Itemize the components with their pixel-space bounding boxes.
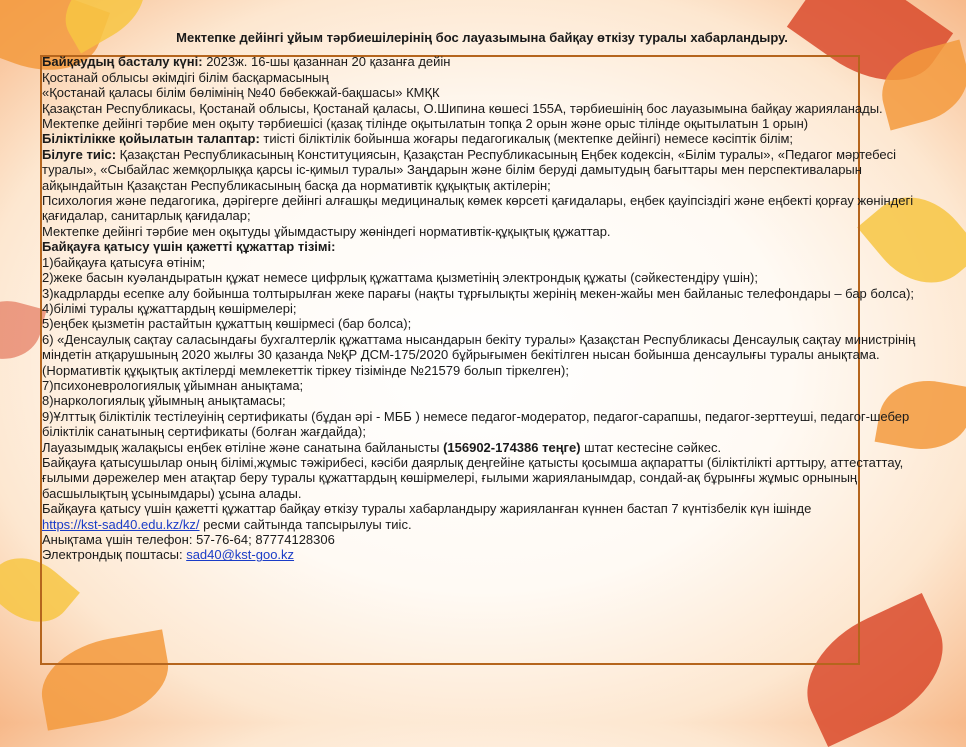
- line-heading: Біліктілікке қойылатын талаптар:: [42, 131, 260, 147]
- announcement-line: [42, 409, 922, 440]
- announcement-line: [42, 255, 922, 270]
- line-text: Мектепке дейінгі тәрбие мен оқытуды ұйымдастыру жөніндегі нормативтік-құқықтық құжаттар.: [42, 223, 611, 239]
- line-text: 8)наркологиялық ұйымның анықтамасы;: [42, 393, 286, 409]
- site-suffix: ресми сайтында тапсырылуы тиіс.: [199, 516, 412, 532]
- line-text: 2)жеке басын куәландыратын құжат немесе цифрлық құжаттама қызметінің электрондық құжаты (сәйкестендіру үшін);: [42, 270, 758, 286]
- salary-text: Лауазымдық жалақысы еңбек өтіліне және санатына байланысты: [42, 439, 444, 455]
- salary-range: (156902-174386 теңге): [443, 439, 581, 455]
- line-text: 2023ж. 16-шы қазаннан 20 қазанға дейін: [202, 54, 451, 70]
- line-text: 9)Ұлттық біліктілік тестілеуінің сертификаты (бұдан әрі - МББ ) немесе педагог-модератор, педагог-сарапшы, педагог-зерттеуші, педагог-шебер біліктілік санатының сертификаты (болған жағдайда);: [42, 408, 910, 440]
- line-text: 6) «Денсаулық сақтау саласындағы бухгалтерлік құжаттама нысандарын бекіту туралы» Қазақстан Республикасы Денсаулық сақтау министрінің міндетін атқарушының 2020 жылғы 30 қазанда №ҚР ДСМ-175/2020 бұйрығымен бекітілген нысан бойынша денсаулығы туралы анықтама. (Нормативтік құқықтық актілерді мемлекеттік тіркеу тізімінде №21579 болып тіркелген);: [42, 331, 916, 378]
- announcement-line: [42, 270, 922, 285]
- email-line: [42, 547, 922, 562]
- announcement-line: [42, 286, 922, 301]
- email-label: Электрондық поштасы:: [42, 547, 187, 563]
- extra-info: Байқауға қатысушылар оның білімі,жұмыс тәжірибесі, кәсіби даярлық деңгейіне қатысты қосымша ақпаратты (біліктілікті арттыру, аттестаттау, ғылыми дәрежелер мен атақтар беру туралы құжаттардың көшірмелері, ғылыми жарияланымдар, сондай-ақ бұрынғы жұмыс орнының басшылықтың ұсынымдары) ұсына алады.: [42, 454, 904, 501]
- line-text: Мектепке дейінгі тәрбие мен оқыту тәрбиешісі (қазақ тілінде оқытылатын топқа 2 орын және орыс тілінде оқытылатын 1 орын): [42, 116, 809, 132]
- line-text: Психология және педагогика, дәрігерге дейінгі алғашқы медициналық көмек көрсеті қағидалары, еңбек қауіпсіздігі және еңбекті қорғау жөніндегі қағидалар, санитарлық қағидалар;: [42, 193, 914, 224]
- phone-label: Анықтама үшін телефон:: [42, 532, 193, 547]
- site-line: [42, 517, 922, 532]
- announcement-line: [42, 70, 922, 85]
- line-text: 7)психоневрологиялық ұйымнан анықтама;: [42, 377, 304, 393]
- announcement-line: [42, 378, 922, 393]
- line-text: 1)байқауға қатысуға өтінім;: [42, 254, 206, 270]
- announcement-line: [42, 239, 922, 254]
- salary-suffix: штат кестесіне сәйкес.: [580, 439, 722, 455]
- announcement-line: [42, 301, 922, 316]
- announcement-body: [42, 30, 922, 563]
- line-heading: Байқауға қатысу үшін қажетті құжаттар тізімі:: [42, 239, 336, 255]
- line-text: Қазақстан Республикасы, Қостанай облысы, Қостанай қаласы, О.Шипина көшесі 155А, тәрбиешінің бос лауазымына байқау жарияланады.: [42, 100, 883, 116]
- line-heading: Білуге тиіс:: [42, 146, 117, 162]
- announcement-title: Мектепке дейінгі ұйым тәрбиешілерінің бос лауазымына байқау өткізу туралы хабарландыру.: [176, 30, 788, 45]
- site-link[interactable]: https://kst-sad40.edu.kz/kz/: [42, 516, 200, 532]
- announcement-line: [42, 224, 922, 239]
- line-text: 4)білімі туралы құжаттардың көшірмелері;: [42, 300, 297, 316]
- line-text: 3)кадрларды есепке алу бойынша толтырылған жеке парағы (нақты тұрғылықты жерінің мекен-жайы мен байланыс телефондары – бар болса);: [42, 285, 915, 301]
- line-text: «Қостанай қаласы білім бөлімінің №40 бөбекжай-бақшасы» КМҚК: [42, 85, 440, 101]
- email-link[interactable]: sad40@kst-goo.kz: [186, 547, 295, 563]
- line-text: 5)еңбек қызметін растайтын құжаттың көшірмесі (бар болса);: [42, 316, 412, 332]
- announcement-lines: [42, 54, 922, 439]
- line-text: Қазақстан Республикасының Конституциясын, Қазақстан Республикасының Еңбек кодексін, «Білім туралы», «Педагог мәртебесі туралы», «Сыбайлас жемқорлыққа қарсы іс-қимыл туралы» Заңдарын және білім беруді дамытудың бағыттары мен перспективаларын айқындайтын Қазақстан Республикасының басқа да нормативтік құқықтық актілерін;: [42, 146, 897, 193]
- phone-line: [42, 532, 922, 547]
- announcement-line: [42, 193, 922, 224]
- line-text: тиісті біліктілік бойынша жоғары педагогикалық (мектепке дейінгі) немесе кәсіптік білім;: [259, 131, 794, 147]
- announcement-line: [42, 131, 922, 146]
- salary-line: [42, 440, 922, 455]
- announcement-line: [42, 393, 922, 408]
- line-heading: Байқаудың басталу күні:: [42, 54, 203, 70]
- announcement-line: [42, 85, 922, 100]
- announcement-line: [42, 147, 922, 193]
- announcement-line: [42, 101, 922, 116]
- announcement-line: [42, 332, 922, 378]
- phone-number: 57-76-64; 87774128306: [192, 532, 335, 547]
- announcement-line: [42, 54, 922, 69]
- announcement-line: [42, 316, 922, 331]
- line-text: Қостанай облысы әкімдігі білім басқармасының: [42, 69, 329, 85]
- announcement-line: [42, 116, 922, 131]
- submit-info: Байқауға қатысу үшін қажетті құжаттар байқау өткізу туралы хабарландыру жарияланған күннен бастап 7 күнтізбелік күн ішінде: [42, 501, 812, 517]
